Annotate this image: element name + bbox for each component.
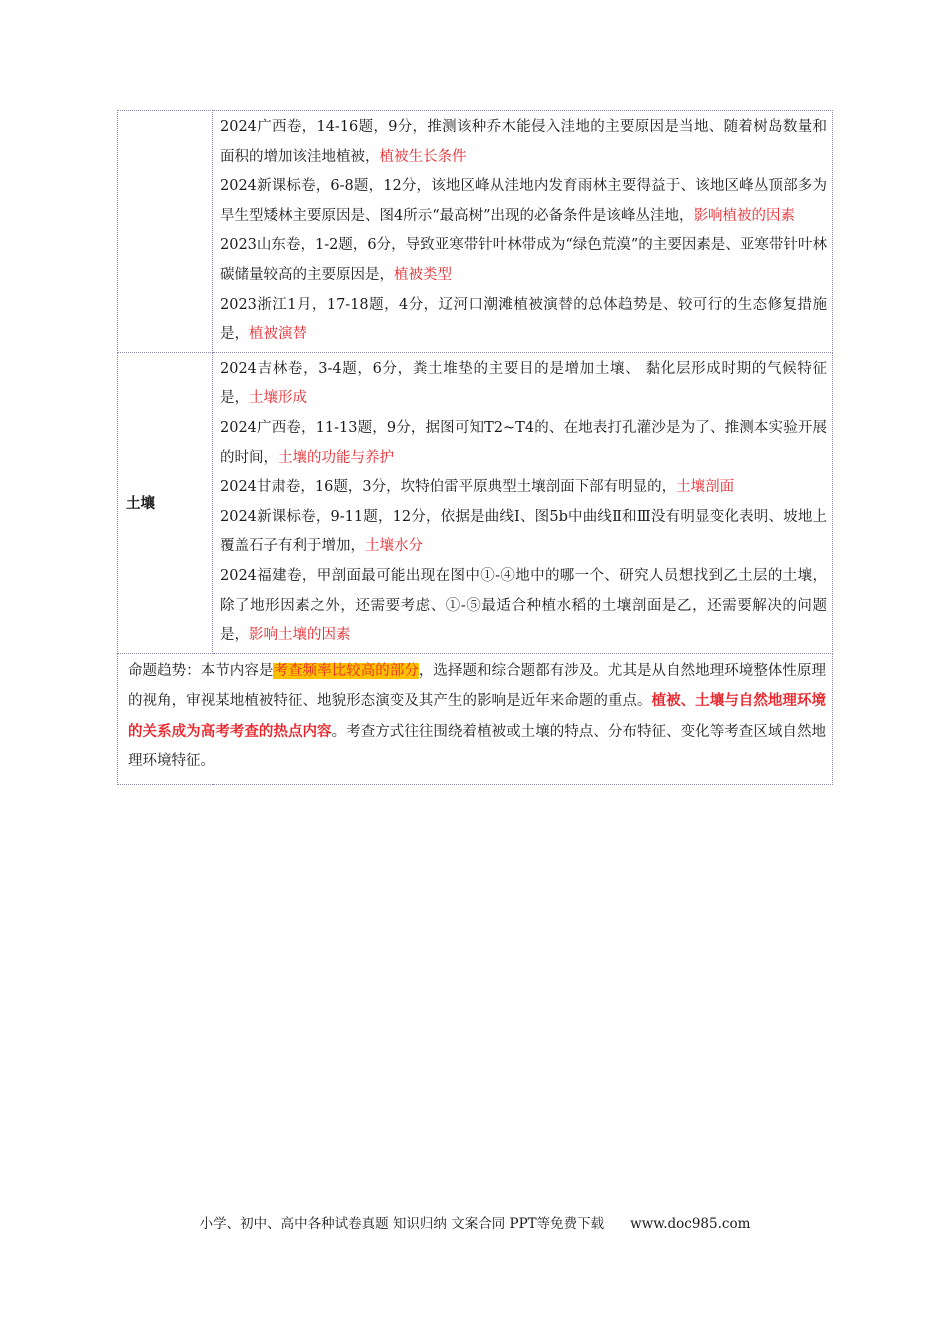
vegetation-label-cell <box>118 111 213 353</box>
topic-tag: 植被演替 <box>249 326 307 343</box>
hot-topic-phrase: 植被、土壤与自然地理环境的关系成为高考考查的热点内容 <box>128 692 826 740</box>
topic-tag: 土壤剖面 <box>676 479 735 496</box>
vegetation-row <box>118 111 833 353</box>
vegetation-content-cell <box>213 111 833 353</box>
trend-middle: ，选择题和综合题都有涉及。尤其是从自然地理环境整体性原理的视角，审视某地植被特征、地貌形态演变及其产生的影响是近年来命题的重点。 <box>128 662 827 710</box>
topic-tag: 植被类型 <box>394 266 452 283</box>
exam-entry: 2023山东卷，1-2题，6分，导致亚寒带针叶林带成为“绿色荒漠”的主要因素是、亚寒带针叶林碳储量较高的主要原因是，植被类型 <box>220 237 827 283</box>
soil-row <box>118 352 833 653</box>
exam-entry: 2024新课标卷，6-8题，12分，该地区峰从洼地内发育雨林主要得益于、该地区峰丛顶部多为旱生型矮林主要原因是、图4所示“最高树”出现的必备条件是该峰丛洼地，影响植被的因素 <box>220 178 827 224</box>
exam-entry: 2024广西卷，14-16题，9分，推测该种乔木能侵入洼地的主要原因是当地、随着树岛数量和面积的增加该洼地植被，植被生长条件 <box>220 119 827 165</box>
topic-tag: 土壤形成 <box>249 390 307 407</box>
exam-entry: 2024广西卷，11-13题，9分，据图可知T2~T4的、在地表打孔灌沙是为了、推测本实验开展的时间，土壤的功能与养护 <box>220 419 827 466</box>
topic-tag: 土壤水分 <box>365 538 423 555</box>
footer-text: 小学、初中、高中各种试卷真题 知识归纳 文案合同 PPT等免费下载 <box>199 1216 605 1232</box>
soil-content-cell <box>213 352 833 653</box>
soil-label-cell: 土壤 <box>118 352 213 653</box>
topic-tag: 影响植被的因素 <box>693 207 796 224</box>
trend-row <box>118 653 833 784</box>
topic-tag: 土壤的功能与养护 <box>278 449 394 466</box>
exam-analysis-table <box>117 110 833 785</box>
trend-prefix: 命题趋势：本节内容是 <box>128 662 274 679</box>
exam-entry: 2024甘肃卷，16题，3分，坎特伯雷平原典型土壤剖面下部有明显的，土壤剖面 <box>220 479 735 496</box>
page-footer <box>0 1212 950 1232</box>
trend-cell <box>118 653 833 784</box>
topic-tag: 植被生长条件 <box>379 148 467 165</box>
exam-entry: 2024福建卷，甲剖面最可能出现在图中①-④地中的哪一个、研究人员想找到乙土层的土壤，除了地形因素之外，还需要考虑、①-⑤最适合种植水稻的土壤剖面是乙，还需要解决的问题是，影响土壤的因素 <box>220 567 827 644</box>
footer-url[interactable]: www.doc985.com <box>630 1216 751 1232</box>
highlighted-phrase: 考查频率比较高的部分 <box>273 662 419 679</box>
exam-entry: 2024新课标卷，9-11题，12分，依据是曲线Ⅰ、图5b中曲线Ⅱ和Ⅲ没有明显变化表明、坡地上覆盖石子有利于增加，土壤水分 <box>220 508 827 555</box>
exam-entry: 2024吉林卷，3-4题，6分，粪土堆垫的主要目的是增加土壤、 黏化层形成时期的气候特征是，土壤形成 <box>220 360 827 407</box>
trend-suffix: 。考查方式往往围绕着植被或土壤的特点、分布特征、变化等考查区域自然地理环境特征。 <box>128 723 827 770</box>
topic-tag: 影响土壤的因素 <box>249 627 351 644</box>
exam-entry: 2023浙江1月，17-18题，4分，辽河口潮滩植被演替的总体趋势是、较可行的生态修复措施是，植被演替 <box>220 296 827 343</box>
